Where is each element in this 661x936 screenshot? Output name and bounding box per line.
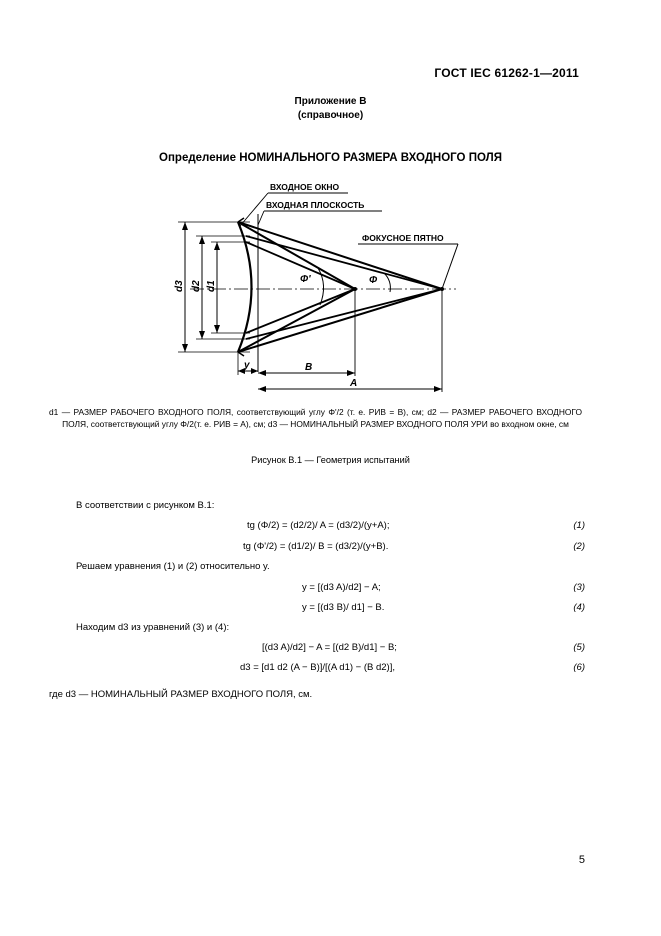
solve-text: Решаем уравнения (1) и (2) относительно y. xyxy=(76,561,270,572)
figure-caption: Рисунок В.1 — Геометрия испытаний xyxy=(251,455,410,465)
d2-label: d2 xyxy=(191,280,202,292)
phi-prime-label: Φ' xyxy=(300,274,311,285)
find-text: Находим d3 из уравнений (3) и (4): xyxy=(76,622,230,633)
equation-5-number: (5) xyxy=(573,642,585,653)
annex-title: Приложение В xyxy=(294,96,367,107)
input-window-label: ВХОДНОЕ ОКНО xyxy=(270,182,340,192)
page-number: 5 xyxy=(578,854,585,866)
focal-spot-label: ФОКУСНОЕ ПЯТНО xyxy=(362,233,444,243)
phi-label: Φ xyxy=(369,275,378,286)
section-title: Определение НОМИНАЛЬНОГО РАЗМЕРА ВХОДНОГО ПОЛЯ xyxy=(159,152,502,164)
equation-2-number: (2) xyxy=(573,541,585,552)
figure-legend: d1 — РАЗМЕР РАБОЧЕГО ВХОДНОГО ПОЛЯ, соответствующий углу Φ'/2 (т. е. РИВ = B), см; d2 — РАЗМЕР РАБОЧЕГО ВХОДНОГО ПОЛЯ, соответствующий углу Φ/2(т. е. РИВ = A), см; d3 — НОМИНАЛЬНЫЙ РАЗМЕР ВХОДНОГО ПОЛЯ УРИ во входном окне, см xyxy=(49,407,582,429)
y-label: y xyxy=(244,360,250,371)
equation-1-number: (1) xyxy=(573,520,585,531)
focal-spot xyxy=(440,287,444,291)
A-label: A xyxy=(350,378,358,389)
equation-3-number: (3) xyxy=(573,582,585,593)
equation-4-number: (4) xyxy=(573,602,585,613)
equation-5: [(d3 A)/d2] − A = [(d2 B)/d1] − B; xyxy=(262,642,397,653)
d3-label: d3 xyxy=(174,280,185,292)
input-plane-label: ВХОДНАЯ ПЛОСКОСТЬ xyxy=(266,200,365,210)
where-text: где d3 — НОМИНАЛЬНЫЙ РАЗМЕР ВХОДНОГО ПОЛЯ, см. xyxy=(49,689,313,700)
equation-6: d3 = [d1 d2 (A − B)]/[(A d1) − (B d2)], xyxy=(240,662,395,673)
equation-3: y = [(d3 A)/d2] − A; xyxy=(302,582,381,593)
d1-label: d1 xyxy=(206,280,217,292)
annex-heading xyxy=(0,95,661,123)
standard-header: ГОСТ IEC 61262-1—2011 xyxy=(434,66,579,80)
intro-text: В соответствии с рисунком В.1: xyxy=(76,500,215,511)
equation-4: y = [(d3 B)/ d1] − B. xyxy=(302,602,385,613)
near-focal-spot xyxy=(353,287,357,291)
B-label: B xyxy=(305,362,313,373)
equation-2: tg (Φ'/2) = (d1/2)/ B = (d3/2)/(y+B). xyxy=(243,541,389,552)
equation-1: tg (Φ/2) = (d2/2)/ A = (d3/2)/(y+A); xyxy=(247,520,390,531)
annex-subtitle: (справочное) xyxy=(297,110,364,121)
test-geometry-figure xyxy=(0,172,661,402)
outer-beam-bottom xyxy=(238,289,442,352)
equation-6-number: (6) xyxy=(573,662,585,673)
